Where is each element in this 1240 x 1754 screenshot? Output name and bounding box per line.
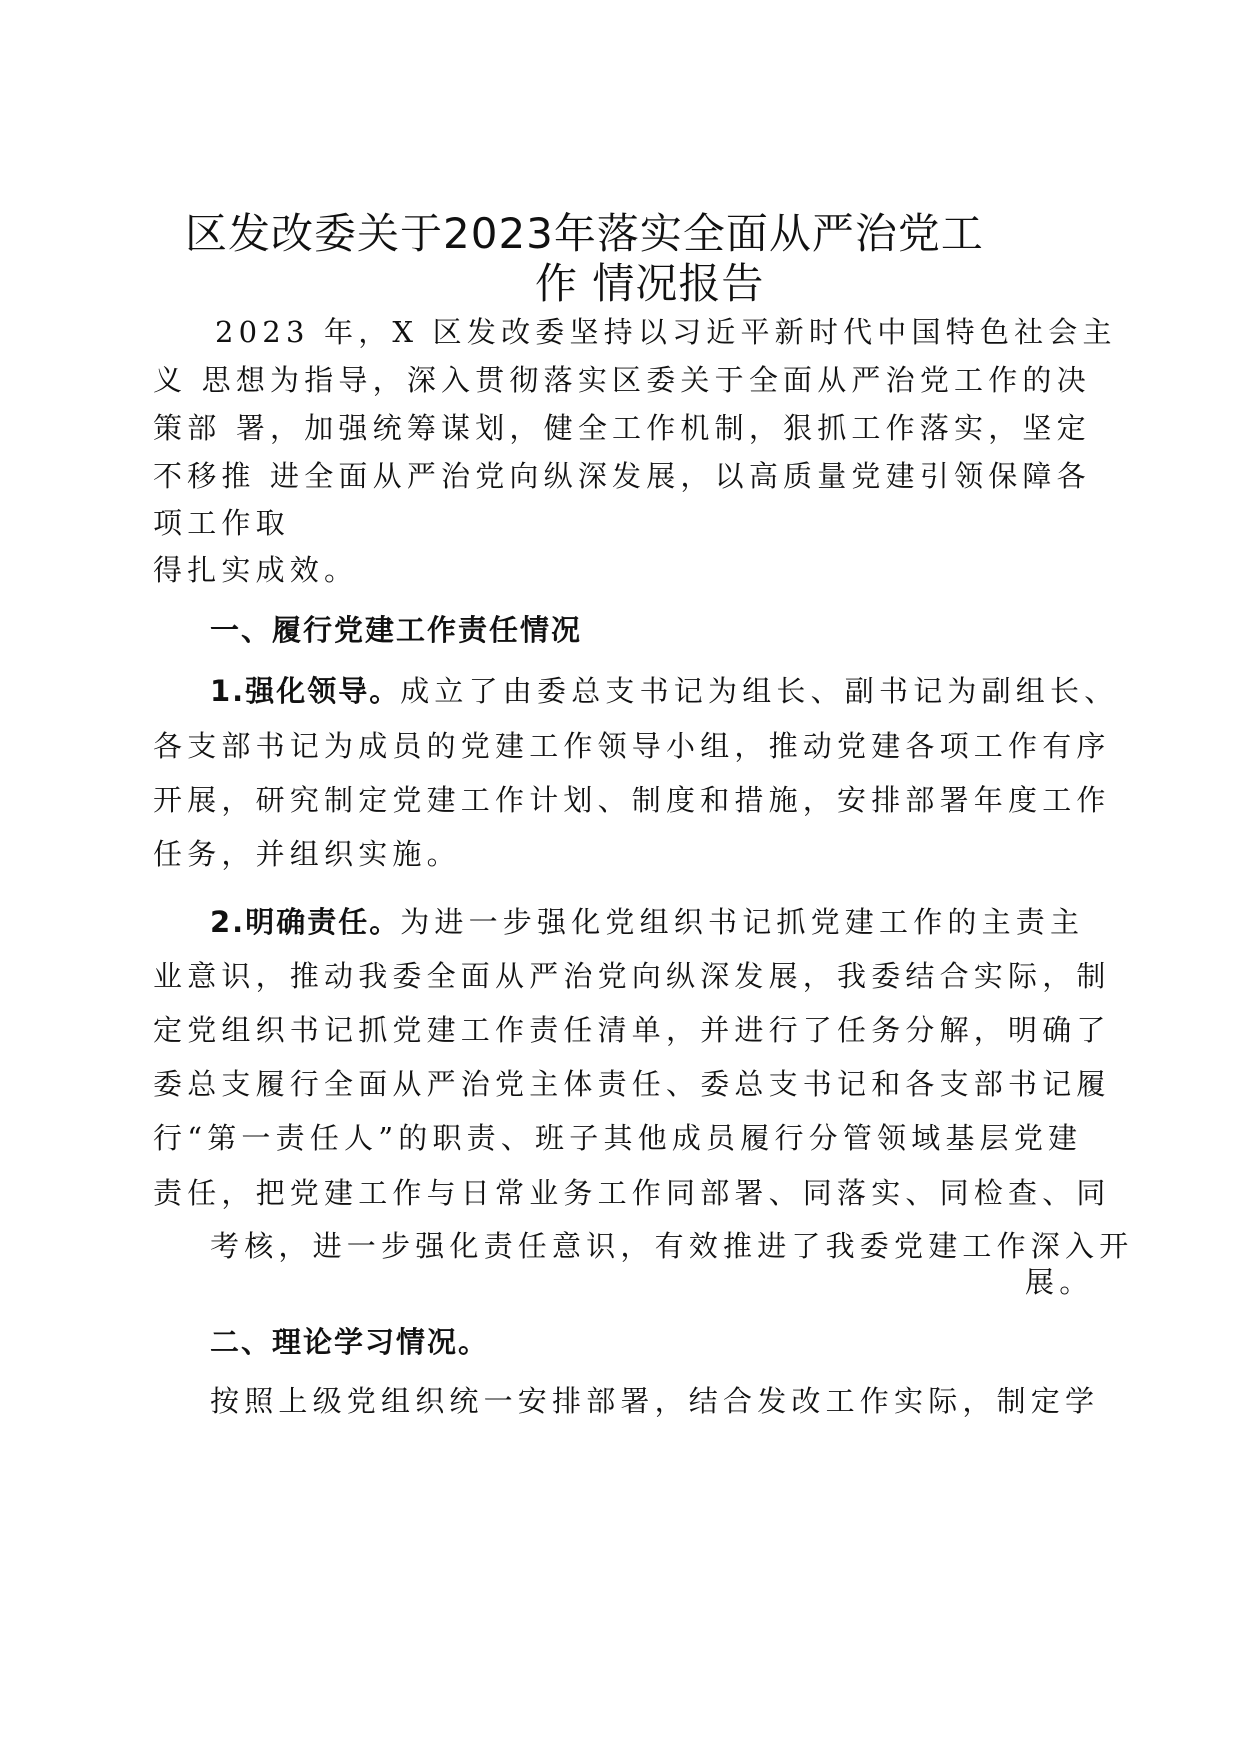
item-2-lead: 2.明确责任。 xyxy=(210,905,401,939)
intro-line: 得扎实成效。 xyxy=(153,553,359,587)
intro-line: 不移推 进全面从严治党向纵深发展，以高质量党建引领保障各 xyxy=(153,459,1091,493)
intro-line: 义 思想为指导，深入贯彻落实区委关于全面从严治党工作的决 xyxy=(153,363,1091,397)
item-2-line: 委总支履行全面从严治党主体责任、委总支书记和各支部书记履 xyxy=(153,1067,1111,1101)
item-1-line: 各支部书记为成员的党建工作领导小组，推动党建各项工作有序 xyxy=(153,729,1111,763)
item-1-line: 任务，并组织实施。 xyxy=(153,837,461,871)
item-2-line: 考核，进一步强化责任意识，有效推进了我委党建工作深入开 xyxy=(210,1229,1134,1263)
intro-line: 项工作取 xyxy=(153,506,290,540)
item-2-first-line xyxy=(210,905,1085,939)
intro-line: 2023 年，X 区发改委坚持以习近平新时代中国特色社会主 xyxy=(215,315,1117,349)
section-2-line: 按照上级党组织统一安排部署，结合发改工作实际，制定学 xyxy=(210,1384,1100,1418)
document-title-line-2: 作 情况报告 xyxy=(535,259,765,308)
document-title-line-1: 区发改委关于2023年落实全面从严治党工 xyxy=(185,209,984,258)
item-2-line: 定党组织书记抓党建工作责任清单，并进行了任务分解，明确了 xyxy=(153,1013,1111,1047)
intro-line: 策部 署，加强统筹谋划，健全工作机制，狠抓工作落实，坚定 xyxy=(153,411,1091,445)
item-2-line: 业意识，推动我委全面从严治党向纵深发展，我委结合实际，制 xyxy=(153,959,1111,993)
item-1-lead: 1.强化领导。 xyxy=(210,674,401,708)
item-1-first-line xyxy=(210,674,1119,708)
item-1-text: 成立了由委总支书记为组长、副书记为副组长、 xyxy=(400,674,1119,708)
item-2-line: 责任，把党建工作与日常业务工作同部署、同落实、同检查、同 xyxy=(153,1176,1111,1210)
item-2-text: 为进一步强化党组织书记抓党建工作的主责主 xyxy=(400,905,1085,939)
item-2-line: 行“第一责任人”的职责、班子其他成员履行分管领域基层党建 xyxy=(153,1121,1083,1155)
section-heading: 一、履行党建工作责任情况 xyxy=(210,613,583,647)
item-2-line: 展。 xyxy=(1025,1265,1094,1299)
section-heading: 二、理论学习情况。 xyxy=(210,1325,490,1359)
item-1-line: 开展，研究制定党建工作计划、制度和措施，安排部署年度工作 xyxy=(153,783,1111,817)
